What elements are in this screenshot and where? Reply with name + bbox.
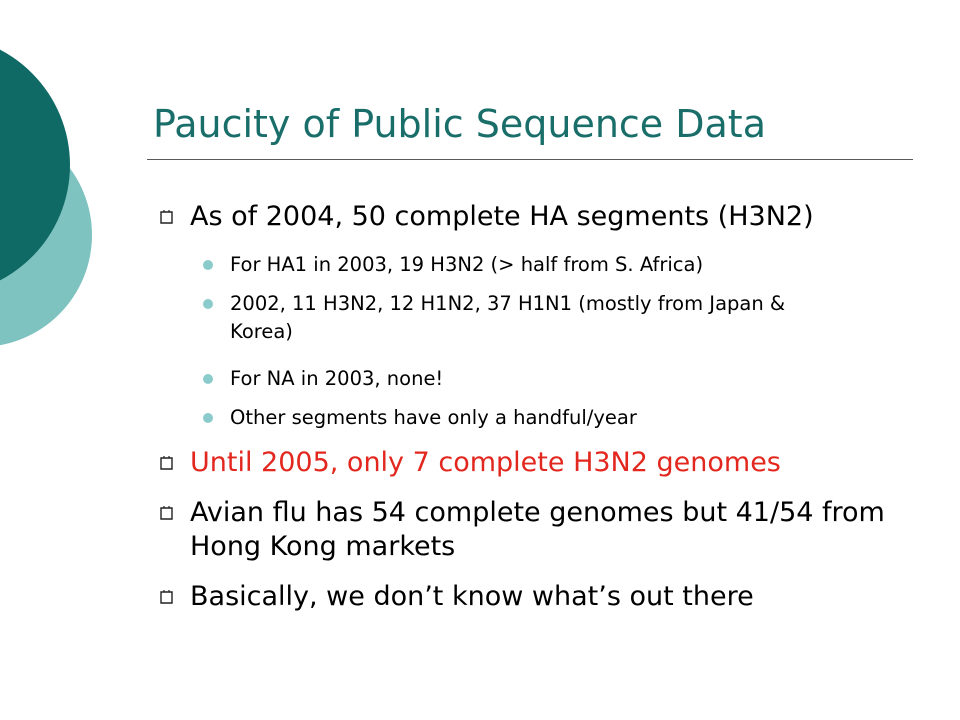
- bullet-box-icon: [159, 455, 175, 471]
- bullet-box-icon: [159, 505, 175, 521]
- bullet-box-icon: [159, 589, 175, 605]
- title-divider: [147, 159, 913, 160]
- sub-bullet-text: Other segments have only a handful/year: [230, 406, 637, 429]
- decorative-circles: [0, 0, 110, 400]
- bullet-box-icon: [159, 209, 175, 225]
- bullet-text: As of 2004, 50 complete HA segments (H3N2): [190, 201, 814, 232]
- sub-bullet-dot-icon: [203, 260, 213, 270]
- sub-bullet-dot-icon: [203, 374, 213, 384]
- bullet-text: Until 2005, only 7 complete H3N2 genomes: [190, 447, 781, 478]
- sub-bullet-text: For HA1 in 2003, 19 H3N2 (> half from S. Africa): [230, 253, 704, 276]
- bullet-text: Basically, we don’t know what’s out there: [190, 581, 754, 612]
- slide-title: Paucity of Public Sequence Data: [153, 102, 766, 146]
- sub-bullet-dot-icon: [203, 413, 213, 423]
- sub-bullet-dot-icon: [203, 299, 213, 309]
- sub-bullet-text: 2002, 11 H3N2, 12 H1N2, 37 H1N1 (mostly from Japan & Korea): [230, 292, 786, 343]
- bullet-text: Avian flu has 54 complete genomes but 41/54 from Hong Kong markets: [190, 497, 885, 562]
- sub-bullet-text: For NA in 2003, none!: [230, 367, 444, 390]
